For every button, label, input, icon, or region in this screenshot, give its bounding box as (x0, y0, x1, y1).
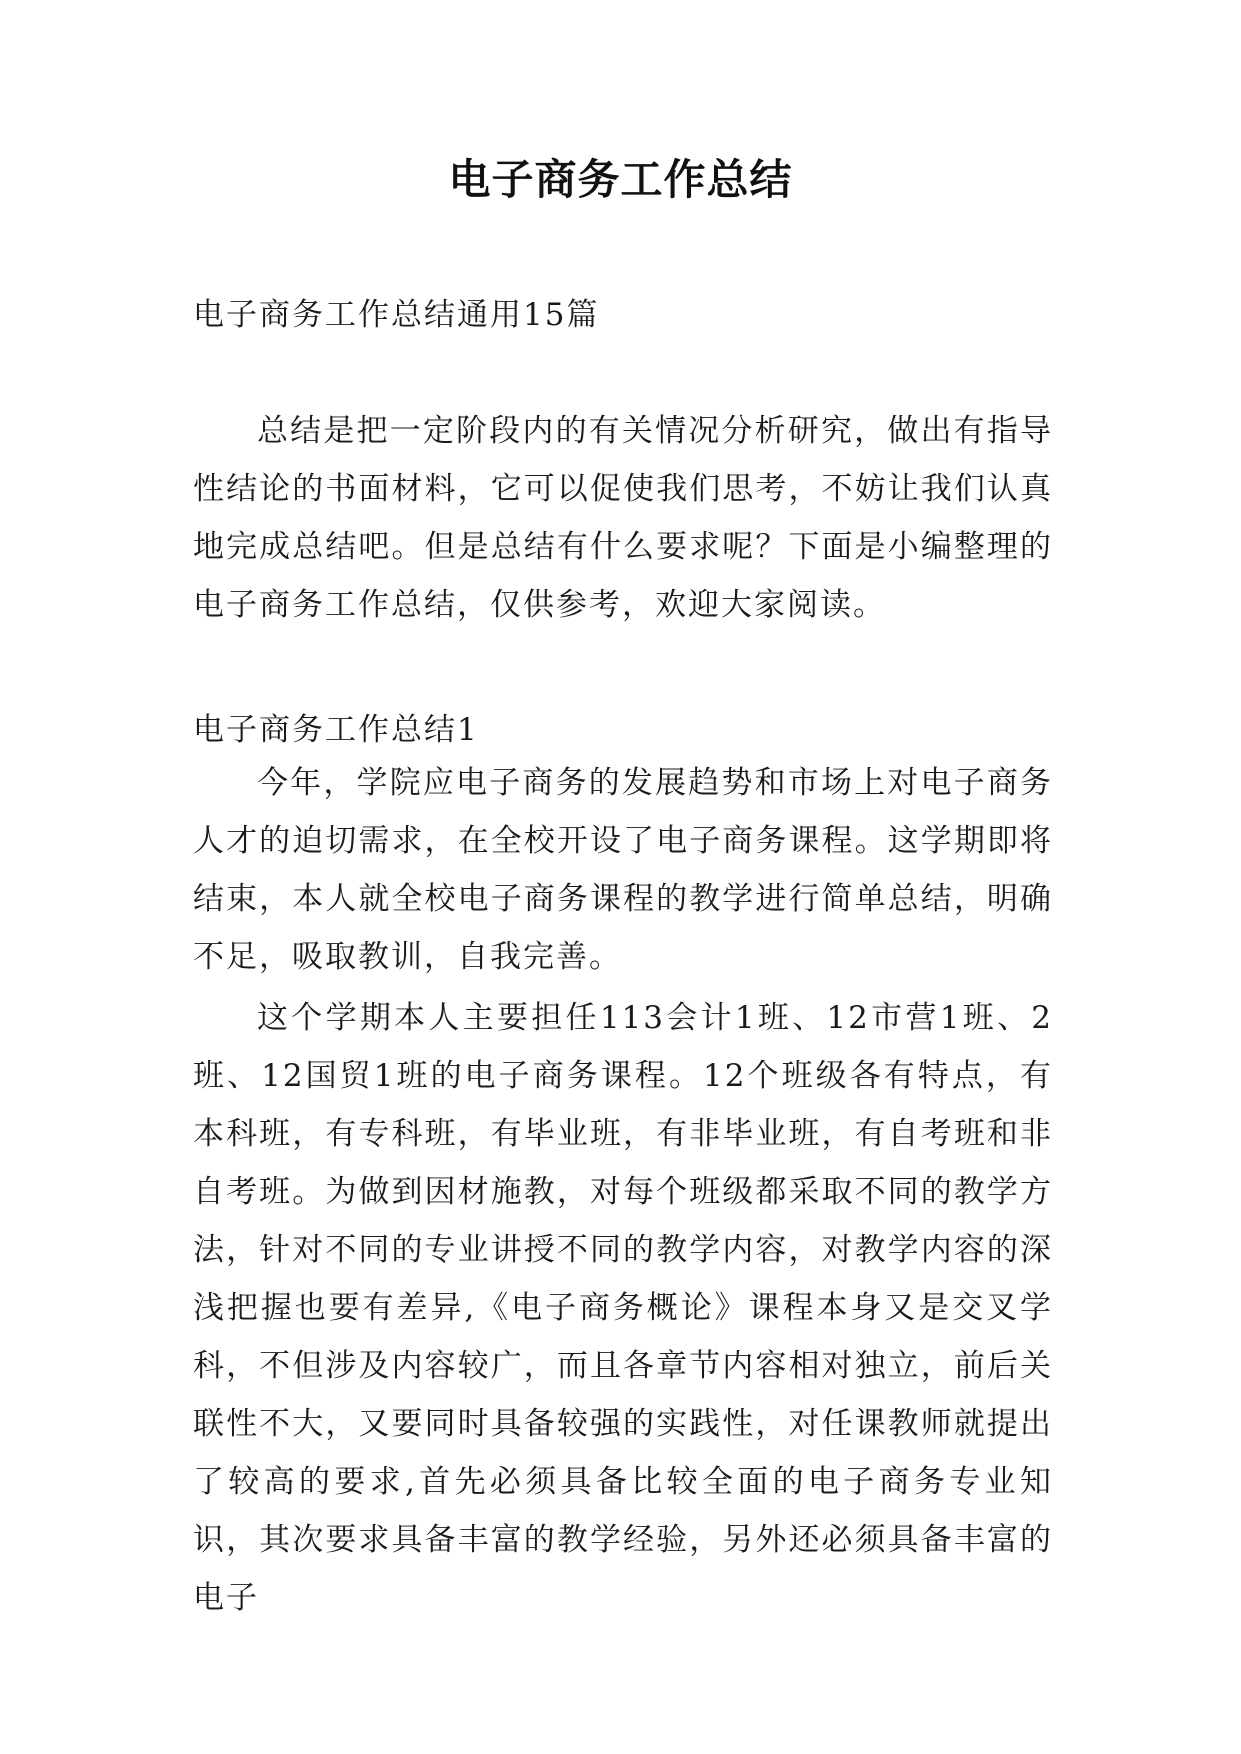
section-heading: 电子商务工作总结1 (193, 712, 479, 748)
document-title: 电子商务工作总结 (448, 155, 793, 204)
body-paragraph-2: 这个学期本人主要担任113会计1班、12市营1班、2班、12国贸1班的电子商务课程。12个班级各有特点，有本科班，有专科班，有毕业班，有非毕业班，有自考班和非自考班。为做到因材施教，对每个班级都采取不同的教学方法，针对不同的专业讲授不同的教学内容，对教学内容的深浅把握也要有差异,《电子商务概论》课程本身又是交叉学科，不但涉及内容较广，而且各章节内容相对独立，前后关联性不大，又要同时具备较强的实践性，对任课教师就提出了较高的要求,首先必须具备比较全面的电子商务专业知识，其次要求具备丰富的教学经验，另外还必须具备丰富的电子 (193, 1000, 1053, 1616)
document-subtitle: 电子商务工作总结通用15篇 (193, 297, 600, 333)
body-paragraph-1: 今年，学院应电子商务的发展趋势和市场上对电子商务人才的迫切需求，在全校开设了电子商务课程。这学期即将结束，本人就全校电子商务课程的教学进行简单总结，明确不足，吸取教训，自我完善。 (193, 765, 1053, 975)
intro-paragraph: 总结是把一定阶段内的有关情况分析研究，做出有指导性结论的书面材料，它可以促使我们思考，不妨让我们认真地完成总结吧。但是总结有什么要求呢？下面是小编整理的电子商务工作总结，仅供参考，欢迎大家阅读。 (193, 413, 1053, 623)
